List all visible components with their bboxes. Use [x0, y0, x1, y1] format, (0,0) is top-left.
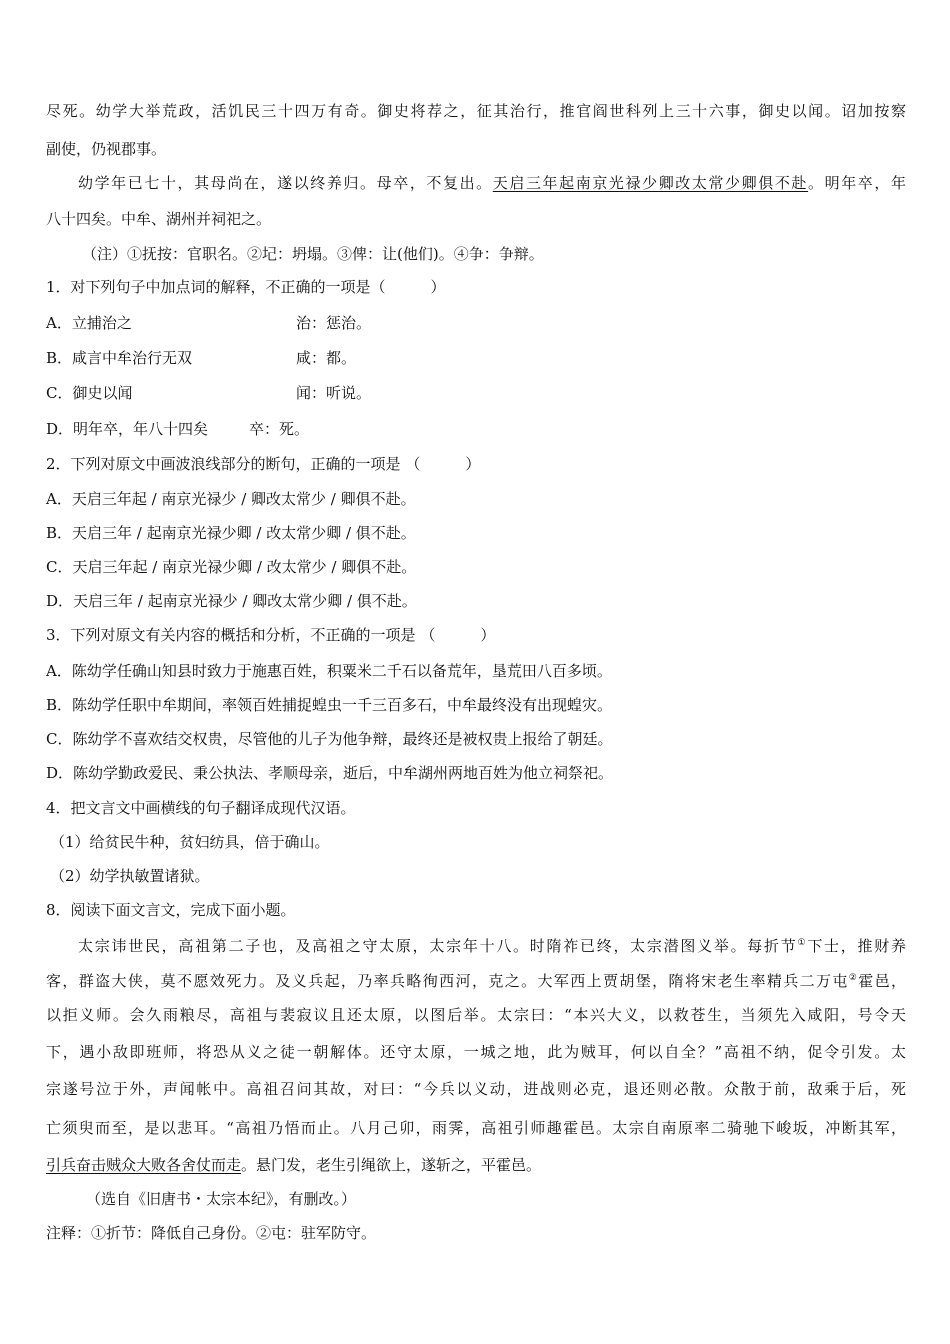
question-1-stem: 1．对下列句子中加点词的解释，不正确的一项是（ ）	[46, 278, 446, 296]
passage-text: 幼学年已七十，其母尚在，遂以终养归。母卒，不复出。	[78, 174, 493, 192]
passage-line: 下，遇小敌即班师，将恐从义之徒一朝解体。还守太原，一城之地，此为贼耳，何以自全？”高祖不纳，促令引发。太	[46, 1043, 906, 1061]
option-sentence: A．立捕治之	[46, 314, 132, 332]
passage-text: 。明年卒，年	[808, 174, 906, 192]
question-1-option-b	[46, 347, 446, 369]
question-4-item: （2）幼学执敏置诸狱。	[50, 867, 210, 885]
question-8-stem: 8．阅读下面文言文，完成下面小题。	[46, 901, 296, 919]
question-2-stem: 2．下列对原文中画波浪线部分的断句，正确的一项是 （ ）	[46, 455, 481, 473]
option-sentence: B．咸言中牟治行无双	[46, 349, 193, 367]
passage-line	[46, 967, 906, 992]
passage-line: 副使，仍视郡事。	[46, 140, 167, 158]
footnotes: 注释：①折节：降低自己身份。②屯：驻军防守。	[46, 1224, 377, 1242]
question-2-option-a: A．天启三年起 / 南京光禄少 / 卿改太常少 / 卿俱不赴。	[46, 490, 416, 508]
question-4-item: （1）给贫民牛种，贫妇纺具，倍于确山。	[50, 833, 330, 851]
question-3-option-a: A．陈幼学任确山知县时致力于施惠百姓，积粟米二千石以备荒年，垦荒田八百多顷。	[46, 662, 612, 680]
question-3-option-d: D．陈幼学勤政爱民、秉公执法、孝顺母亲，逝后，中牟湖州两地百姓为他立祠祭祀。	[46, 764, 614, 782]
question-3-stem: 3．下列对原文有关内容的概括和分析，不正确的一项是 （ ）	[46, 626, 496, 644]
footnote-marker: ①	[797, 938, 808, 948]
option-sentence: C．御史以闻	[46, 384, 133, 402]
question-3-option-c: C．陈幼学不喜欢结交权贵，尽管他的儿子为他争辩，最终还是被权贵上报给了朝廷。	[46, 730, 613, 748]
question-4-stem: 4．把文言文中画横线的句子翻译成现代汉语。	[46, 799, 356, 817]
option-gloss: 治：惩治。	[296, 314, 372, 332]
question-1-option-c	[46, 382, 446, 404]
annotation-note: （注）①抚按：官职名。②圮：坍塌。③俾：让(他们)。④争：争辩。	[82, 245, 544, 263]
wavy-underlined-sentence: 天启三年起南京光禄少卿改太常少卿俱不赴	[492, 174, 809, 192]
passage-line: 八十四矣。中牟、湖州并祠祀之。	[46, 210, 272, 228]
question-2-option-d: D．天启三年 / 起南京光禄少 / 卿改太常少卿 / 俱不赴。	[46, 592, 417, 610]
option-sentence: D．明年卒，年八十四矣	[46, 420, 209, 438]
passage-line: 亡须臾而至，是以悲耳。“高祖乃悟而止。八月己卯，雨霁，高祖引师趣霍邑。太宗自南原率二骑驰下峻坂，冲断其军，	[46, 1119, 906, 1137]
option-gloss: 卒：死。	[249, 420, 310, 438]
passage-text: 客，群盗大侠，莫不愿效死力。及义兵起，乃率兵略徇西河，克之。大军西上贾胡堡，隋将宋老生率精兵二万屯	[46, 972, 849, 990]
passage-line: 尽死。幼学大举荒政，活饥民三十四万有奇。御史将荐之，征其治行，推官阎世科列上三十六事，御史以闻。诏加按察	[46, 102, 906, 120]
passage-line	[78, 172, 906, 194]
passage-text: 。悬门发，老生引绳欲上，遂斩之，平霍邑。	[241, 1156, 542, 1174]
passage-text: 下士，推财养	[807, 937, 906, 955]
source-citation: （选自《旧唐书・太宗本纪》，有删改。）	[86, 1190, 357, 1208]
passage-text: 太宗讳世民，高祖第二子也，及高祖之守太原，太宗年十八。时隋祚已终，太宗潜图义举。每折节	[78, 937, 798, 955]
question-1-option-a	[46, 312, 446, 334]
option-gloss: 闻：听说。	[296, 384, 372, 402]
question-1-option-d	[46, 418, 446, 440]
passage-line: 宗遂号泣于外，声闻帐中。高祖召问其故，对曰：“今兵以义动，进战则必克，退还则必散。众散于前，敌乘于后，死	[46, 1080, 906, 1098]
option-gloss: 咸：都。	[296, 349, 357, 367]
question-3-option-b: B．陈幼学任职中牟期间，率领百姓捕捉蝗虫一千三百多石，中牟最终没有出现蝗灾。	[46, 696, 613, 714]
passage-line: 以拒义师。会久雨粮尽，高祖与裴寂议且还太原，以图后举。太宗曰：“本兴大义，以救苍生，当须先入咸阳，号令天	[46, 1006, 906, 1024]
passage-line	[46, 1154, 541, 1176]
question-2-option-c: C．天启三年起 / 南京光禄少卿 / 改太常少 / 卿俱不赴。	[46, 558, 417, 576]
footnote-marker: ②	[848, 973, 859, 983]
passage-text: 霍邑，	[858, 972, 906, 990]
underlined-sentence: 引兵奋击贼众大败各舍仗而走	[46, 1156, 242, 1174]
passage-line	[78, 932, 906, 957]
question-2-option-b: B．天启三年 / 起南京光禄少卿 / 改太常少卿 / 俱不赴。	[46, 524, 416, 542]
